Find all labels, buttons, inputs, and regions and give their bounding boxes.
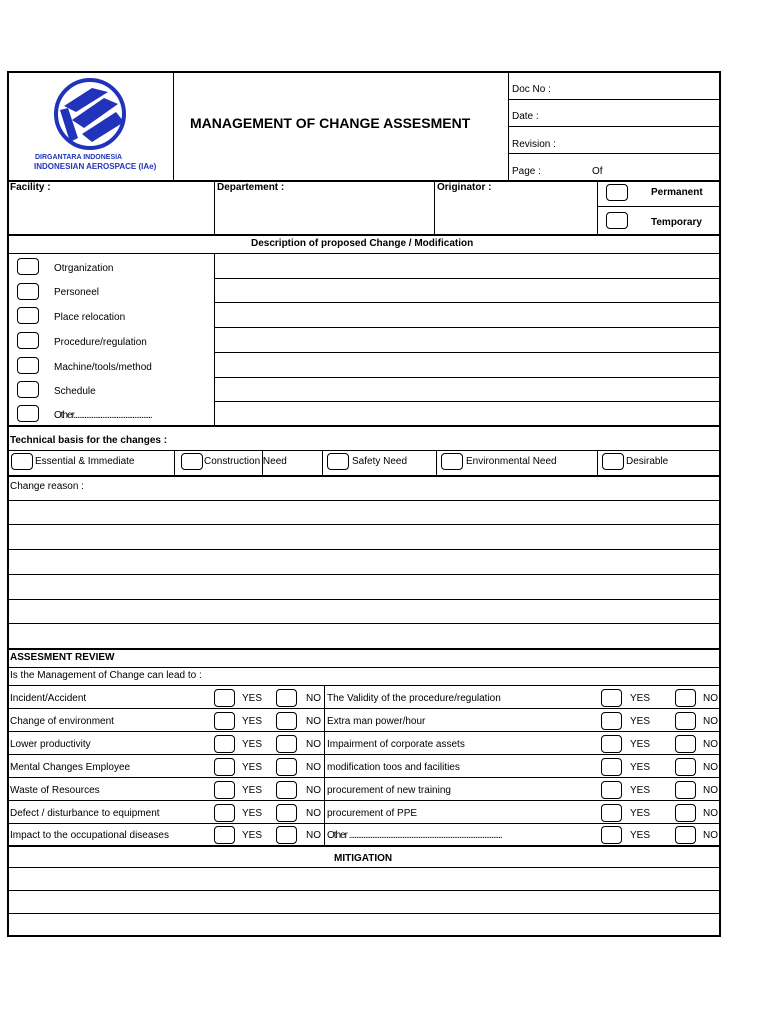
right-yes-checkbox[interactable] [601, 758, 622, 776]
tech-option-label: Environmental Need [466, 456, 557, 467]
category-checkbox-schedule[interactable] [17, 381, 39, 398]
permanent-checkbox[interactable] [606, 184, 628, 201]
right-yes-checkbox[interactable] [601, 735, 622, 753]
right-no-checkbox[interactable] [675, 712, 696, 730]
of-label: Of [592, 166, 603, 177]
review-subheading: Is the Management of Change can lead to : [10, 670, 202, 681]
left-yes-checkbox[interactable] [214, 712, 235, 730]
tech-checkbox-construction[interactable] [181, 453, 203, 470]
review-left-item: Waste of Resources [10, 785, 100, 796]
review-left-item: Change of environment [10, 716, 114, 727]
category-checkbox-machine[interactable] [17, 357, 39, 374]
category-checkbox-other[interactable] [17, 405, 39, 422]
no-label: NO [703, 693, 718, 704]
tech-option-label: Safety Need [352, 456, 408, 467]
no-label: NO [306, 808, 321, 819]
no-label: NO [306, 693, 321, 704]
no-label: NO [703, 830, 718, 841]
right-yes-checkbox[interactable] [601, 689, 622, 707]
category-checkbox-personnel[interactable] [17, 283, 39, 300]
right-yes-checkbox[interactable] [601, 826, 622, 844]
right-yes-checkbox[interactable] [601, 781, 622, 799]
yes-label: YES [242, 785, 263, 796]
left-yes-checkbox[interactable] [214, 804, 235, 822]
page-label: Page : [512, 166, 541, 177]
right-no-checkbox[interactable] [675, 826, 696, 844]
yes-label: YES [630, 739, 651, 750]
left-yes-checkbox[interactable] [214, 735, 235, 753]
review-left-item: Defect / disturbance to equipment [10, 808, 160, 819]
left-yes-checkbox[interactable] [214, 758, 235, 776]
category-label: Machine/tools/method [54, 362, 152, 373]
right-no-checkbox[interactable] [675, 781, 696, 799]
left-no-checkbox[interactable] [276, 689, 297, 707]
left-yes-checkbox[interactable] [214, 826, 235, 844]
left-yes-checkbox[interactable] [214, 689, 235, 707]
yes-label: YES [242, 830, 263, 841]
yes-label: YES [630, 808, 651, 819]
yes-label: YES [630, 693, 651, 704]
review-left-item: Incident/Accident [10, 693, 87, 704]
no-label: NO [306, 762, 321, 773]
yes-label: YES [242, 739, 263, 750]
permanent-label: Permanent [651, 187, 703, 198]
tech-checkbox-environmental[interactable] [441, 453, 463, 470]
review-left-item: Lower productivity [10, 739, 91, 750]
review-right-item: Impairment of corporate assets [327, 739, 465, 750]
no-label: NO [306, 716, 321, 727]
left-no-checkbox[interactable] [276, 781, 297, 799]
yes-label: YES [630, 785, 651, 796]
no-label: NO [703, 762, 718, 773]
left-yes-checkbox[interactable] [214, 781, 235, 799]
category-checkbox-place-relocation[interactable] [17, 307, 39, 324]
tech-checkbox-essential[interactable] [11, 453, 33, 470]
department-label: Departement : [217, 182, 285, 193]
yes-label: YES [630, 716, 651, 727]
page-title: MANAGEMENT OF CHANGE ASSESMENT [190, 115, 471, 131]
right-no-checkbox[interactable] [675, 758, 696, 776]
yes-label: YES [630, 830, 651, 841]
review-right-item: Extra man power/hour [327, 716, 426, 727]
originator-label: Originator : [437, 182, 492, 193]
technical-heading: Technical basis for the changes : [10, 435, 168, 446]
right-no-checkbox[interactable] [675, 689, 696, 707]
category-label: Personeel [54, 287, 100, 298]
yes-label: YES [242, 808, 263, 819]
tech-option-label: Construction Need [204, 456, 287, 467]
tech-checkbox-desirable[interactable] [602, 453, 624, 470]
review-left-item: Impact to the occupational diseases [10, 830, 169, 841]
review-right-item: modification toos and facilities [327, 762, 460, 773]
category-label: Place relocation [54, 312, 126, 323]
review-right-item: procurement of PPE [327, 808, 418, 819]
category-checkbox-organization[interactable] [17, 258, 39, 275]
yes-label: YES [242, 716, 263, 727]
yes-label: YES [242, 693, 263, 704]
category-label: Otrganization [54, 263, 114, 274]
logo-text-line2: INDONESIAN AEROSPACE (IAe) [34, 162, 157, 171]
review-right-item: The Validity of the procedure/regulation [327, 693, 501, 704]
review-right-item: Other ...................................................................................... [327, 830, 502, 841]
category-label: Procedure/regulation [54, 337, 147, 348]
left-no-checkbox[interactable] [276, 804, 297, 822]
review-heading: ASSESMENT REVIEW [10, 652, 115, 663]
no-label: NO [306, 830, 321, 841]
left-no-checkbox[interactable] [276, 712, 297, 730]
tech-option-label: Desirable [626, 456, 669, 467]
description-heading: Description of proposed Change / Modification [251, 238, 474, 249]
right-yes-checkbox[interactable] [601, 804, 622, 822]
category-checkbox-procedure[interactable] [17, 332, 39, 349]
yes-label: YES [630, 762, 651, 773]
right-no-checkbox[interactable] [675, 804, 696, 822]
category-label: Schedule [54, 386, 96, 397]
temporary-label: Temporary [651, 217, 702, 228]
no-label: NO [306, 785, 321, 796]
change-reason-label: Change reason : [10, 481, 84, 492]
left-no-checkbox[interactable] [276, 735, 297, 753]
no-label: NO [703, 808, 718, 819]
tech-checkbox-safety[interactable] [327, 453, 349, 470]
category-label: Other............................................ [54, 410, 152, 421]
left-no-checkbox[interactable] [276, 826, 297, 844]
facility-label: Facility : [10, 182, 51, 193]
right-yes-checkbox[interactable] [601, 712, 622, 730]
review-right-item: procurement of new training [327, 785, 451, 796]
yes-label: YES [242, 762, 263, 773]
right-no-checkbox[interactable] [675, 735, 696, 753]
temporary-checkbox[interactable] [606, 212, 628, 229]
no-label: NO [703, 716, 718, 727]
tech-option-label: Essential & Immediate [35, 456, 135, 467]
revision-label: Revision : [512, 139, 556, 150]
doc-no-label: Doc No : [512, 84, 551, 95]
left-no-checkbox[interactable] [276, 758, 297, 776]
logo-text-line1: DIRGANTARA INDONESIA [35, 154, 123, 161]
no-label: NO [703, 785, 718, 796]
date-label: Date : [512, 111, 539, 122]
no-label: NO [703, 739, 718, 750]
review-left-item: Mental Changes Employee [10, 762, 131, 773]
no-label: NO [306, 739, 321, 750]
mitigation-heading: MITIGATION [334, 853, 393, 864]
